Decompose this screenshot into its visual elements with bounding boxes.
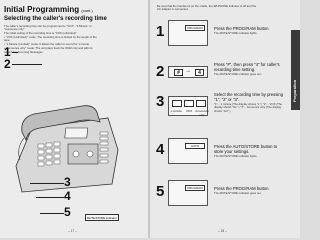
callout-5: 5 [64,205,71,219]
step-2-sub: The MUTE/STORE indicator goes out. [214,71,262,76]
step-5-panel [168,180,208,206]
option-vox-label: VOX [185,109,193,113]
callout-line [30,183,64,184]
key-3-figure [196,100,206,107]
step-3-main: Select the recording time by pressing "1", "2" or "3". [214,92,283,102]
auto-store-button-figure: AUTO [185,143,205,149]
right-intro-line: Be sure that the handset is on the cradle, the SP-PHONE indicator is off and the [157,4,257,8]
step-5-main: Press the PROG/RAM button. [214,186,270,191]
step-number-2: 2 [156,63,165,80]
option-announce-label: Announce only [195,109,209,117]
bullet-vox-cont: tape. [4,38,11,43]
prog-ram-button-figure: PROGRAM [185,25,205,31]
option-1min-label: 1 minute [170,109,182,113]
prog-ram-button-figure: PROGRAM [185,185,205,191]
page-number-right: – 18 – [218,229,227,233]
step-4-sub: The MUTE/STORE indicator lights. [214,153,258,158]
hash-key-figure: # [174,69,183,76]
step-number-4: 4 [156,141,165,158]
step-number-3: 3 [156,93,165,110]
step-1-main: Press the PROG/RAM button. [214,26,270,31]
step-5-text [214,186,286,195]
step-1-sub: The MUTE/STORE indicator lights. [214,30,258,35]
page-number-left: – 17 – [68,229,77,233]
step-number-5: 5 [156,183,165,200]
bullet-announce-cont: record any incoming Messages. [4,49,44,54]
section-title: Selecting the caller's recording time [4,16,107,22]
callout-line [36,197,64,198]
step-3-panel [168,96,208,116]
four-key-figure: 4 [195,69,204,76]
bullet-vox: • "VOX (Unlimited)" mode: The recording time is limited by the length of the [4,34,97,39]
step-1-panel [168,20,208,46]
callout-2: 2 [4,57,11,71]
step-4-text [214,144,286,158]
side-tab-label: Preparation [292,79,297,102]
step-2-main: Press "#", then press "4" for caller's recording time setting. [214,62,280,72]
left-page [0,0,150,238]
right-intro [157,5,289,12]
intro-line: "Announce only". [4,27,26,32]
callout-3: 3 [64,175,71,189]
mute-store-indicator-label: MUTE/STORE indicator [87,215,117,220]
key-1-figure [172,100,182,107]
callout-line [40,213,64,214]
callout-line [12,52,18,53]
step-3-text [214,92,286,113]
step-4-panel [168,138,208,164]
chapter-title [4,5,93,14]
callout-1: 1 [4,45,11,59]
callout-line [12,64,42,65]
bullet-announce: • "Announce only" mode: The unit plays back the OGM only and will not [4,46,93,51]
intro-line: The initial setting of the recording time is "VOX (unlimited)". [4,30,78,35]
step-5-sub: The MUTE/STORE indicator goes out. [214,190,262,195]
side-tab-preparation [291,30,300,110]
step-number-1: 1 [156,23,165,40]
step-1-text [214,26,286,35]
intro-line: The caller's recording time can be programmed to "VOX", "1 Minute" or [4,24,92,28]
step-4-main: Press the AUTO/STORE button to store your settings. [214,144,278,154]
chapter-title-cont: (cont.) [81,8,93,13]
intro-body [4,25,146,54]
right-intro-line: AC adaptor is connected. [157,7,189,12]
step-2-panel [168,66,208,78]
step-2-text [214,62,286,76]
arrow-right-icon: → [185,68,191,74]
step-3-sub: "1"... 1 minute (The display shows "L".) "2"... VOX (The display shows "UL".) "3"... Announce only (The display shows "AO".) [214,101,282,113]
bullet-1min: • "1 Minute (Limited)" mode: It allows the caller to record for 1 minute. [4,42,90,47]
chapter-title-text: Initial Programming [4,5,80,14]
key-2-figure [184,100,194,107]
callout-4: 4 [64,189,71,203]
